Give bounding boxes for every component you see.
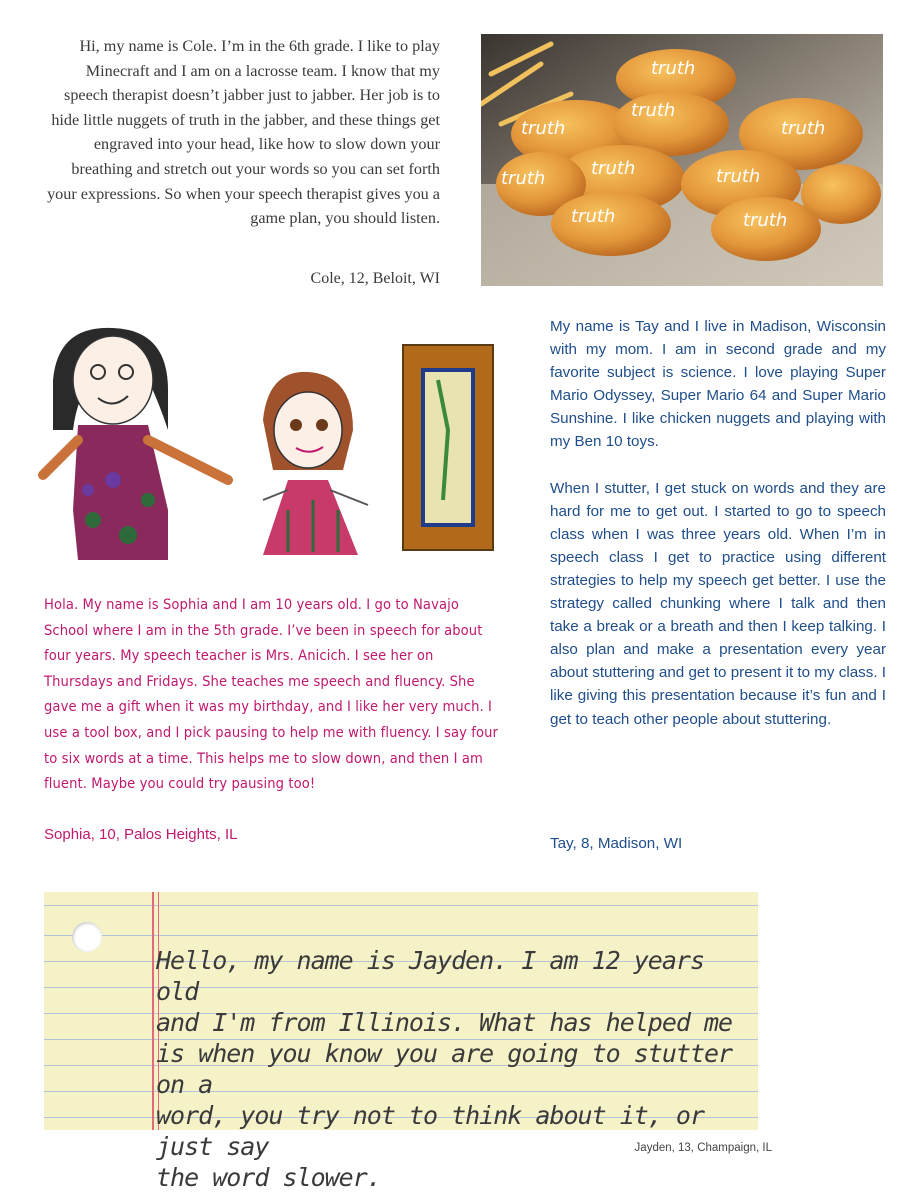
nugget-label: truth — [501, 168, 546, 189]
margin-line — [152, 892, 154, 1130]
nugget-label: truth — [591, 158, 636, 179]
nugget-label: truth — [716, 166, 761, 187]
handwritten-line: and I'm from Illinois. What has helped me — [156, 1008, 733, 1037]
handwritten-line: Hello, my name is Jayden. I am 12 years old — [156, 946, 704, 1006]
jayden-handwritten-letter — [156, 945, 756, 1193]
tay-letter — [550, 315, 886, 754]
sophia-crayon-drawing — [18, 320, 500, 570]
nugget-label: truth — [521, 118, 566, 139]
nugget-label: truth — [651, 58, 696, 79]
tay-paragraph-1: My name is Tay and I live in Madison, Wisconsin with my mom. I am in second grade and my favorite subject is science. I love playing Super Mario Odyssey, Super Mario 64 and Super Mario Sunshine. I like chicken nuggets and playing with my Ben 10 toys. — [550, 318, 886, 451]
jayden-signature: Jayden, 13, Champaign, IL — [634, 1142, 772, 1154]
binder-hole — [72, 922, 102, 952]
nugget-label: truth — [631, 100, 676, 121]
cole-letter: Hi, my name is Cole. I’m in the 6th grade. I like to play Minecraft and I am on a lacrosse team. I know that my speech therapist doesn’t jabber just to jabber. Her job is to hide little nuggets of truth in the jabber, and these things get engraved into your head, like how to slow down your breathing and stretch out your words so you can set forth your expressions. So when your speech therapist gives you a game plan, you should listen. — [47, 37, 440, 228]
handwritten-line: word, you try not to think about it, or just say — [156, 1101, 704, 1161]
tay-signature: Tay, 8, Madison, WI — [550, 835, 683, 852]
handwritten-line: the word slower. — [156, 1163, 381, 1192]
handwritten-line: is when you know you are going to stutter on a — [156, 1039, 733, 1099]
nugget-label: truth — [781, 118, 826, 139]
door-drawing — [403, 345, 493, 550]
sophia-letter: Hola. My name is Sophia and I am 10 years old. I go to Navajo School where I am in the 5th grade. I’ve been in speech for about four years. My speech teacher is Mrs. Anicich. I see her on Thursdays and Fridays. She teaches me speech and fluency. She gave me a gift when it was my birthday, and I like her very much. I use a tool box, and I pick pausing to help me with fluency. I say four to six words at a time. This helps me to slow down, and then I am fluent. Maybe you could try pausing too! — [44, 596, 499, 793]
nugget-label: truth — [571, 206, 616, 227]
cole-signature: Cole, 12, Beloit, WI — [310, 270, 440, 287]
chicken-nuggets-photo — [481, 34, 883, 286]
nugget-label: truth — [743, 210, 788, 231]
tay-paragraph-2: When I stutter, I get stuck on words and they are hard for me to get out. I started to go to speech class when I was three years old. When I’m in speech class I get to practice using different strategies to help my speech get better. I use the strategy called chunking where I talk and then take a break or a breath and then I keep talking. I also plan and make a presentation every year about stuttering and get to present it to my class. I like giving this presentation because it’s fun and I get to teach other people about stuttering. — [550, 479, 886, 728]
sophia-signature: Sophia, 10, Palos Heights, IL — [44, 826, 238, 843]
